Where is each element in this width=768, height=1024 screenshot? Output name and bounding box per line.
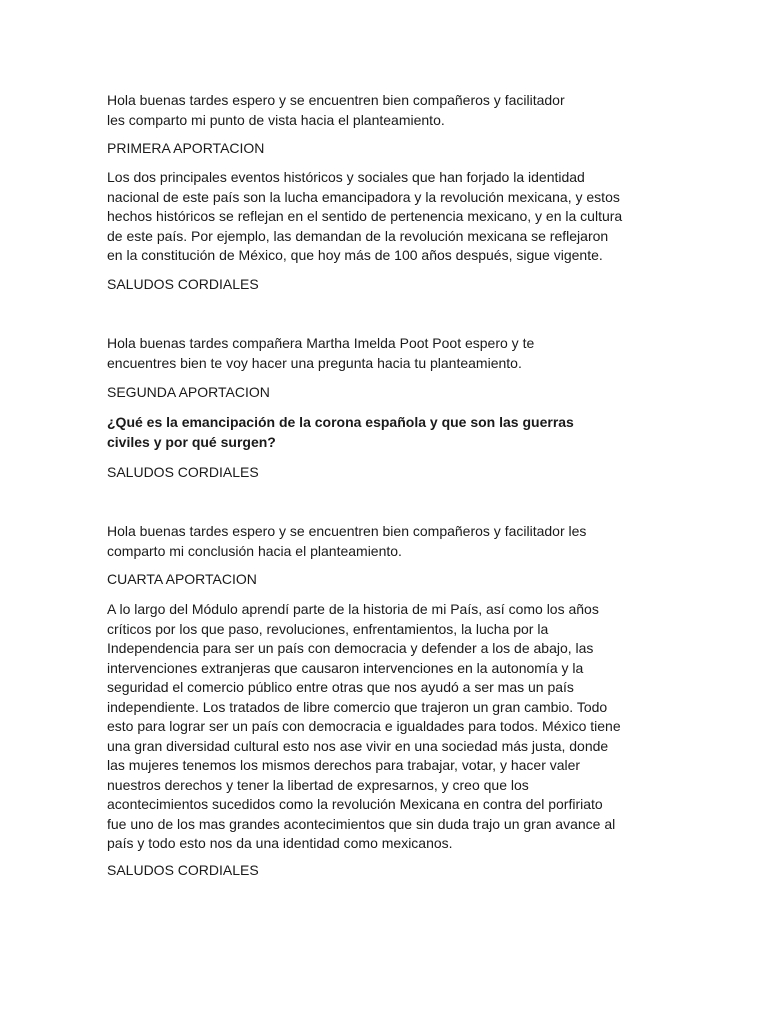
text-line: esto para lograr ser un país con democracia e igualdades para todos. México tiene xyxy=(107,718,621,734)
text-line: Independencia para ser un país con democracia y defender a los de abajo, las xyxy=(107,640,594,656)
heading-cuarta-aportacion: CUARTA APORTACION xyxy=(107,571,257,587)
text-line: encuentres bien te voy hacer una pregunta hacia tu planteamiento. xyxy=(107,354,522,371)
closing-saludos-2: SALUDOS CORDIALES xyxy=(107,464,259,480)
text-line: acontecimientos sucedidos como la revolución Mexicana en contra del porfiriato xyxy=(107,796,603,812)
text-line: en la constitución de México, que hoy más de 100 años después, sigue vigente. xyxy=(107,247,603,263)
closing-saludos-1: SALUDOS CORDIALES xyxy=(107,276,259,292)
body-paragraph-3 xyxy=(107,600,621,854)
text-line: Hola buenas tardes compañera Martha Imelda Poot Poot espero y te xyxy=(107,335,535,351)
text-line: comparto mi conclusión hacia el planteamiento. xyxy=(107,542,402,559)
heading-primera-aportacion: PRIMERA APORTACION xyxy=(107,140,265,156)
heading-segunda-aportacion: SEGUNDA APORTACION xyxy=(107,384,270,400)
text-line: intervenciones extranjeras que causaron intervenciones en la autonomía y la xyxy=(107,659,584,676)
text-line: independiente. Los tratados de libre comercio que trajeron un gran cambio. Todo xyxy=(107,698,608,715)
text-line: Los dos principales eventos históricos y sociales que han forjado la identidad xyxy=(107,169,585,185)
text-line: ¿Qué es la emancipación de la corona española y que son las guerras xyxy=(107,414,574,430)
text-line: A lo largo del Módulo aprendí parte de la historia de mi País, así como los años xyxy=(107,601,599,617)
greeting-paragraph-3 xyxy=(107,522,586,561)
body-paragraph-1 xyxy=(107,168,622,266)
text-line: Hola buenas tardes espero y se encuentren bien compañeros y facilitador les xyxy=(107,523,587,539)
text-line: críticos por los que paso, revoluciones, enfrentamientos, la lucha por la xyxy=(107,620,549,637)
text-line: las mujeres tenemos los mismos derechos para trabajar, votar, y hacer valer xyxy=(107,757,581,773)
text-line: fue uno de los mas grandes acontecimientos que sin duda trajo un gran avance al xyxy=(107,815,616,832)
text-line: nuestros derechos y tener la libertad de expresarnos, y creo que los xyxy=(107,776,529,793)
text-line: les comparto mi punto de vista hacia el planteamiento. xyxy=(107,111,445,128)
text-line: Hola buenas tardes espero y se encuentren bien compañeros y facilitador xyxy=(107,92,565,108)
greeting-paragraph-2 xyxy=(107,334,534,373)
text-line: seguridad el comercio público entre otras que nos ayudó a ser mas un país xyxy=(107,679,574,695)
text-line: nacional de este país son la lucha emancipadora y la revolución mexicana, y estos xyxy=(107,188,620,205)
text-line: de este país. Por ejemplo, las demandan de la revolución mexicana se reflejaron xyxy=(107,227,609,244)
text-line: una gran diversidad cultural esto nos ase vivir en una sociedad más justa, donde xyxy=(107,737,609,754)
question-paragraph xyxy=(107,413,574,452)
greeting-paragraph-1 xyxy=(107,91,565,130)
text-line: país y todo esto nos da una identidad como mexicanos. xyxy=(107,835,453,851)
text-line: hechos históricos se reflejan en el sentido de pertenencia mexicano, y en la cultura xyxy=(107,208,623,224)
text-line: civiles y por qué surgen? xyxy=(107,433,276,450)
closing-saludos-3: SALUDOS CORDIALES xyxy=(107,862,259,878)
